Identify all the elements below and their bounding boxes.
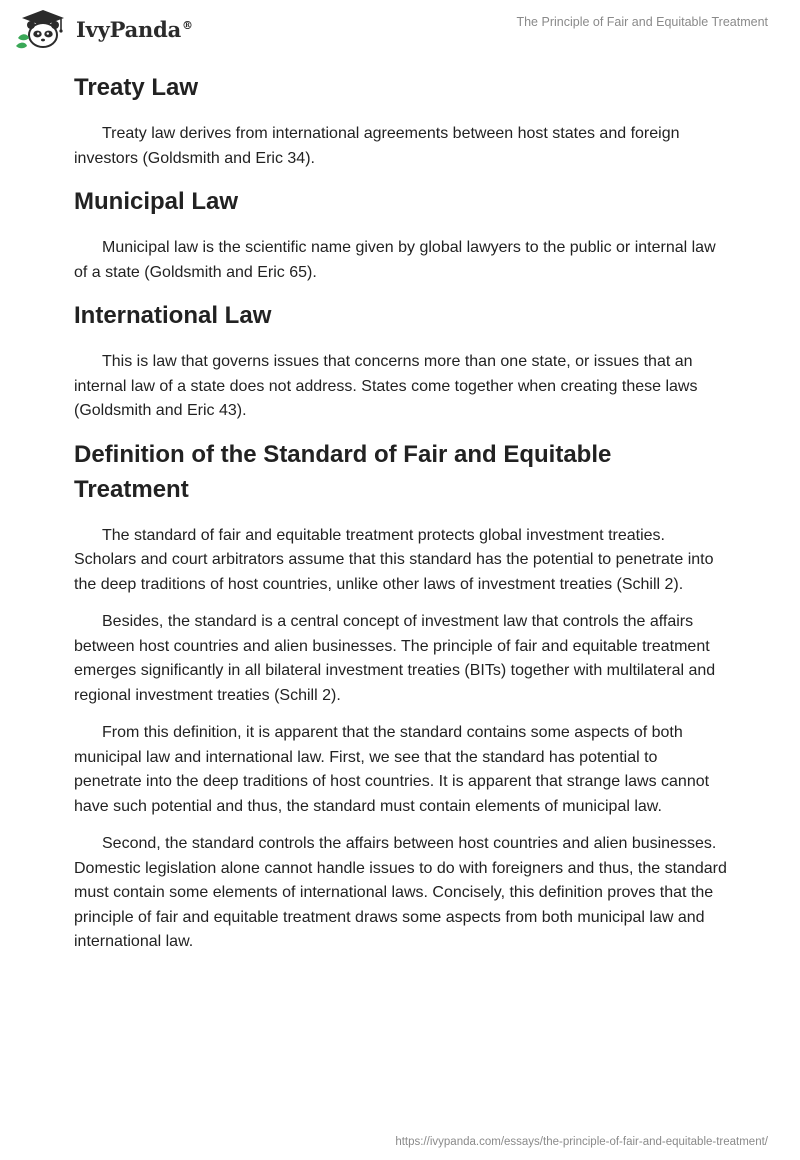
section-heading: Treaty Law [74, 74, 199, 101]
paragraph: This is law that governs issues that concerns more than one state, or issues that an internal law of a state does not address. States come together when creating these laws (Goldsmith and Eric 43). [74, 353, 698, 419]
section-heading: Definition of the Standard of Fair and Equitable Treatment [74, 440, 612, 503]
paragraph: The standard of fair and equitable treatment protects global investment treaties. Scholars and court arbitrators assume that this standard has the potential to penetrate into the deep traditions of host countries, unlike other laws of investment treaties (Schill 2). [74, 526, 714, 593]
paragraph: From this definition, it is apparent that the standard contains some aspects of both municipal law and international law. First, we see that the standard has potential to penetrate into the deep traditions of host countries. It is apparent that strange laws cannot have such potential and thus, the standard must contain elements of municipal law. [74, 724, 710, 815]
page-header [0, 0, 800, 62]
source-url-link[interactable]: https://ivypanda.com/essays/the-principle-of-fair-and-equitable-treatment/ [395, 1136, 768, 1148]
paragraph: Municipal law is the scientific name given by global lawyers to the public or internal law of a state (Goldsmith and Eric 65). [74, 239, 716, 281]
paragraph: Besides, the standard is a central concept of investment law that controls the affairs between host countries and alien businesses. The principle of fair and equitable treatment emerges significantly in all bilateral investment treaties (BITs) together with multilateral and regional investment treaties (Schill 2). [74, 613, 716, 704]
panda-icon [14, 8, 72, 50]
document-title: The Principle of Fair and Equitable Treatment [516, 15, 768, 29]
paragraph: Second, the standard controls the affairs between host countries and alien businesses. Domestic legislation alone cannot handle issues to do with foreigners and thus, the standard must contain some elements of international laws. Concisely, this definition proves that the principle of fair and equitable treatment draws some aspects from both municipal law and international law. [74, 835, 727, 950]
section-heading: Municipal Law [74, 188, 239, 215]
paragraph: Treaty law derives from international agreements between host states and foreign investors (Goldsmith and Eric 34). [74, 125, 680, 167]
ivypanda-logo[interactable] [14, 8, 193, 50]
section-heading: International Law [74, 302, 272, 329]
brand-name: IvyPanda® [76, 16, 193, 42]
essay-body [74, 70, 728, 968]
